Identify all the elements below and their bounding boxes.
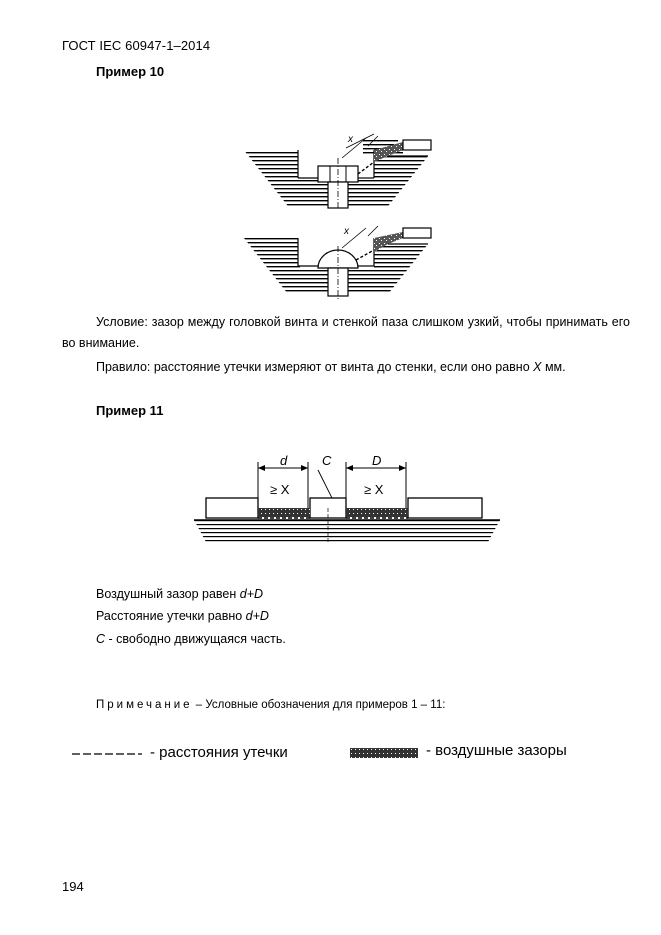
label-ge-x-right: ≥ X (364, 482, 384, 497)
creepage-prefix: Расстояние утечки равно (96, 609, 246, 623)
creepage-line (96, 606, 269, 627)
example-11-figure (188, 452, 500, 544)
air-gap-legend-symbol (350, 748, 418, 758)
left-conductor (206, 498, 258, 518)
label-c: C (322, 453, 332, 468)
rule-prefix: Правило: расстояние утечки измеряют от винта до стенки, если оно равно (96, 360, 534, 374)
example-10-heading: Пример 10 (96, 64, 165, 79)
insulating-base (194, 520, 500, 542)
example-11-heading: Пример 11 (96, 403, 164, 418)
label-D: D (372, 453, 382, 468)
note-label: Примечание (96, 699, 193, 711)
note-text: – Условные обозначения для примеров 1 – 11: (192, 699, 446, 711)
example-10-figure-bottom (238, 222, 438, 302)
creepage-legend-label: - расстояния утечки (150, 744, 288, 761)
c-definition-line (96, 629, 286, 650)
right-conductor (408, 498, 482, 518)
document-header: ГОСТ IEC 60947-1–2014 (62, 38, 211, 53)
example-10-condition: Условие: зазор между головкой винта и стенкой паза слишком узкий, чтобы принимать его во внимание. (62, 315, 630, 350)
c-var: C (96, 632, 106, 646)
example-10-rule (96, 357, 566, 378)
dim-x-label-bottom: x (344, 226, 349, 237)
rule-suffix: мм. (541, 360, 566, 374)
air-gap-legend-label: - воздушные зазоры (426, 742, 567, 759)
creepage-legend-symbol (72, 752, 142, 756)
air-gap-line (96, 584, 263, 605)
page-number: 194 (62, 879, 84, 894)
label-d: d (280, 453, 288, 468)
label-ge-x-left: ≥ X (270, 482, 290, 497)
rule-var: X (533, 360, 542, 374)
note-line (96, 699, 445, 711)
air-gap-prefix: Воздушный зазор равен (96, 587, 240, 601)
air-gap-expr: d+D (239, 587, 264, 601)
c-desc: - свободно движущаяся часть. (105, 632, 286, 646)
dim-x-label: x (348, 134, 353, 145)
example-10-figure-top (238, 128, 438, 212)
creepage-expr: d+D (245, 609, 269, 623)
